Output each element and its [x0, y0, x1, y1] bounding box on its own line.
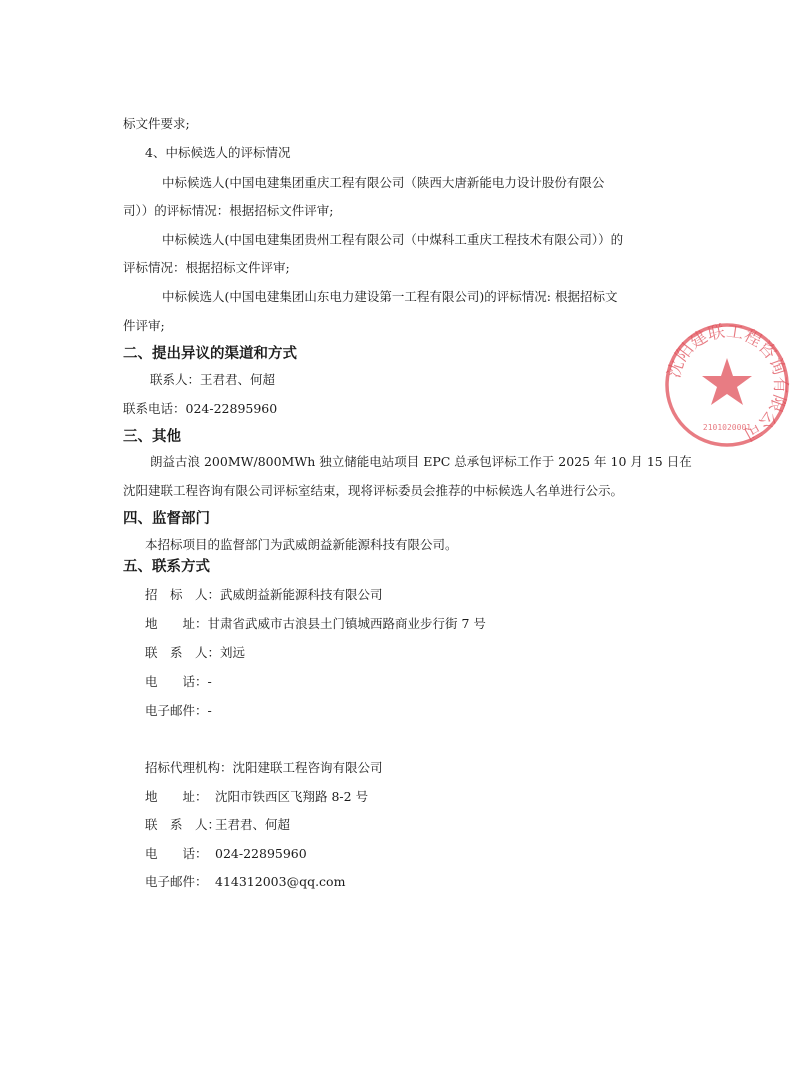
- text-line: 中标候选人(中国电建集团贵州工程有限公司（中煤科工重庆工程技术有限公司））的: [162, 232, 624, 247]
- row-label: 地 址：: [145, 789, 208, 804]
- tenderer-email-row: [145, 703, 212, 719]
- row-label: 联 系 人：: [145, 645, 221, 660]
- subsection-title: 4、中标候选人的评标情况: [145, 145, 291, 160]
- section-heading-other: 三、其他: [123, 429, 181, 445]
- company-seal-stamp: [662, 320, 792, 450]
- row-label: 联 系 人：: [145, 817, 221, 832]
- agency-name-row: [145, 760, 383, 776]
- contact-person: 联系人：王君君、何超: [150, 372, 276, 387]
- seal-text: 沈阳建联工程咨询有限公司: [664, 321, 791, 445]
- text-line: 司））的评标情况：根据招标文件评审;: [123, 203, 334, 218]
- text-line: 评标情况：根据招标文件评审;: [123, 260, 290, 275]
- row-value: 024-22895960: [215, 846, 307, 861]
- section-heading-supervision: 四、监督部门: [123, 511, 210, 527]
- row-value: -: [207, 674, 212, 689]
- row-value: 武威朗益新能源科技有限公司: [220, 587, 383, 602]
- text-line: 沈阳建联工程咨询有限公司评标室结束，现将评标委员会推荐的中标候选人名单进行公示。: [123, 483, 624, 498]
- row-label: 电 话：: [145, 674, 208, 689]
- row-label: 招 标 人：: [145, 587, 221, 602]
- text-line: 件评审;: [123, 318, 165, 333]
- text-line: 朗益古浪 200MW/800MWh 独立储能电站项目 EPC 总承包评标工作于 2025 年 10 月 15 日在: [150, 454, 692, 469]
- seal-code: 2101020001: [702, 423, 752, 432]
- agency-phone-row: [145, 846, 307, 862]
- tenderer-contact-row: [145, 645, 245, 661]
- row-value: 甘肃省武威市古浪县土门镇城西路商业步行街 7 号: [207, 616, 486, 631]
- text-line: 标文件要求;: [123, 116, 190, 131]
- row-label: 招标代理机构：: [145, 760, 233, 775]
- row-value: 沈阳建联工程咨询有限公司: [232, 760, 383, 775]
- agency-email-row: [145, 874, 345, 890]
- text-line: 中标候选人(中国电建集团山东电力建设第一工程有限公司)的评标情况: 根据招标文: [162, 289, 618, 304]
- row-value: 414312003@qq.com: [215, 874, 346, 889]
- row-value: 刘远: [220, 645, 246, 660]
- agency-address-row: [145, 789, 368, 805]
- supervision-text: 本招标项目的监督部门为武威朗益新能源科技有限公司。: [145, 537, 458, 552]
- row-value: 王君君、何超: [215, 817, 291, 832]
- contact-phone: 联系电话：024-22895960: [123, 401, 278, 416]
- tenderer-phone-row: [145, 674, 212, 690]
- tenderer-address-row: [145, 616, 486, 632]
- tenderer-name-row: [145, 587, 383, 603]
- row-label: 电 话：: [145, 846, 208, 861]
- text-line: 中标候选人(中国电建集团重庆工程有限公司（陕西大唐新能电力设计股份有限公: [162, 175, 605, 190]
- row-label: 电子邮件：: [145, 703, 208, 718]
- row-label: 地 址：: [145, 616, 208, 631]
- section-heading-objection: 二、提出异议的渠道和方式: [123, 346, 297, 362]
- seal-star-icon: [702, 358, 752, 405]
- section-heading-contact: 五、联系方式: [123, 559, 210, 575]
- row-value: -: [207, 703, 212, 718]
- row-value: 沈阳市铁西区飞翔路 8-2 号: [215, 789, 369, 804]
- agency-contact-row: [145, 817, 290, 833]
- row-label: 电子邮件：: [145, 874, 208, 889]
